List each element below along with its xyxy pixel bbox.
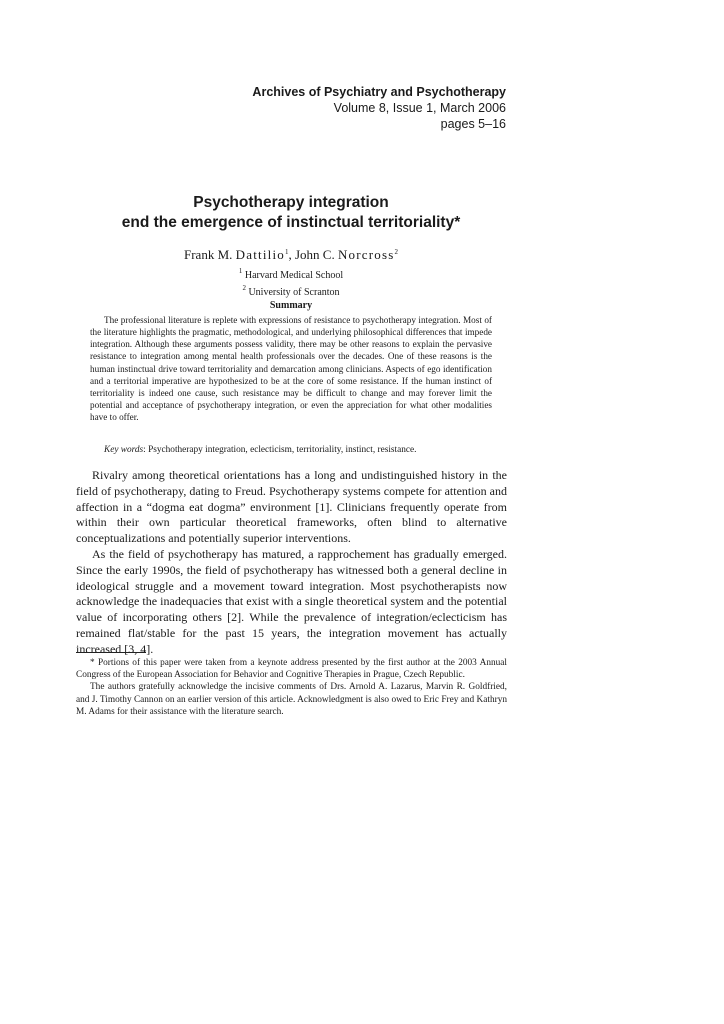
affiliation-1 xyxy=(76,265,506,282)
author-1-first: Frank M. xyxy=(184,247,233,262)
keywords xyxy=(90,444,492,456)
affiliation-2 xyxy=(76,282,506,299)
journal-name: Archives of Psychiatry and Psychotherapy xyxy=(252,85,506,99)
author-1-last: Dattilio xyxy=(235,247,285,262)
author-2-first: John C. xyxy=(294,247,335,262)
author-list xyxy=(76,244,506,263)
affiliation-list xyxy=(76,265,506,299)
author-separator: , xyxy=(288,247,292,262)
footnote-2: The authors gratefully acknowledge the incisive comments of Drs. Arnold A. Lazarus, Marvin R. Goldfried, and J. Timothy Cannon on an earlier version of this article. Acknowledgment is also owed to Eric Frey and Kathryn M. Adams for their assistance with the literature search. xyxy=(76,682,507,717)
footnote-divider xyxy=(76,652,146,653)
author-2-affil-mark: 2 xyxy=(394,248,398,256)
keywords-list: : Psychotherapy integration, eclecticism, territoriality, instinct, resistance. xyxy=(143,445,417,455)
footnote-1: * Portions of this paper were taken from a keynote address presented by the first author at the 2003 Annual Congress of the European Association for Behavior and Cognitive Therapies in Prague, Czech Republic. xyxy=(76,658,507,681)
article-title xyxy=(76,193,506,233)
affiliation-1-name: Harvard Medical School xyxy=(244,270,344,281)
body-paragraph-1: Rivalry among theoretical orientations has a long and undistinguished history in the field of psychotherapy, dating to Freud. Psychotherapy systems compete for attention and affection in a “dogma eat dogma” environment [1]. Clinicians frequently operate from within their own particular theoretical frameworks, often blind to alternative conceptualizations and potentially superior interventions. xyxy=(76,468,507,546)
summary-heading: Summary xyxy=(269,300,313,311)
summary-text: The professional literature is replete with expressions of resistance to psychotherapy integration. Most of the literature highlights the pragmatic, methodological, and underlying philosophical differences that impede integration. Although these arguments possess validity, there may be other reasons to explain the pervasive resistance to integration among mental health professionals over the decades. One of these reasons is the human instinctual drive toward territoriality and demarcation among clinicians. Aspects of ego identification and a territorial imperative are hypothesized to be at the core of some resistance. If the human instinct of territoriality is indeed one cause, such resistance may be difficult to change and may forever limit the potential and acceptance of psychotherapy integration, or even the appreciation for what other modalities have to offer. xyxy=(90,315,492,423)
journal-header xyxy=(252,84,506,132)
footnotes xyxy=(76,657,507,718)
author-2-last: Norcross xyxy=(337,247,395,262)
affiliation-1-mark: 1 xyxy=(238,267,243,275)
affiliation-2-name: University of Scranton xyxy=(248,287,340,298)
article-title-line-2: end the emergence of instinctual territoriality* xyxy=(121,214,461,231)
affiliation-2-mark: 2 xyxy=(242,284,246,292)
author-1-affil-mark: 1 xyxy=(284,248,289,256)
journal-volume: Volume 8, Issue 1, March 2006 xyxy=(333,101,506,115)
journal-pages: pages 5–16 xyxy=(440,117,506,131)
article-body xyxy=(76,468,507,658)
body-paragraph-2: As the field of psychotherapy has matured, a rapprochement has gradually emerged. Since the early 1990s, the field of psychotherapy has witnessed both a general decline in ideological struggle and a movement toward integration. Most psychotherapists now acknowledge the inadequacies that exist with a single theoretical system and the potential value of incorporating others [2]. While the prevalence of integration/eclecticism has remained flat/stable for the past 15 years, the integration movement has actually increased [3, 4]. xyxy=(76,546,507,656)
keywords-label: Key words xyxy=(104,445,144,455)
article-title-line-1: Psychotherapy integration xyxy=(193,194,389,211)
